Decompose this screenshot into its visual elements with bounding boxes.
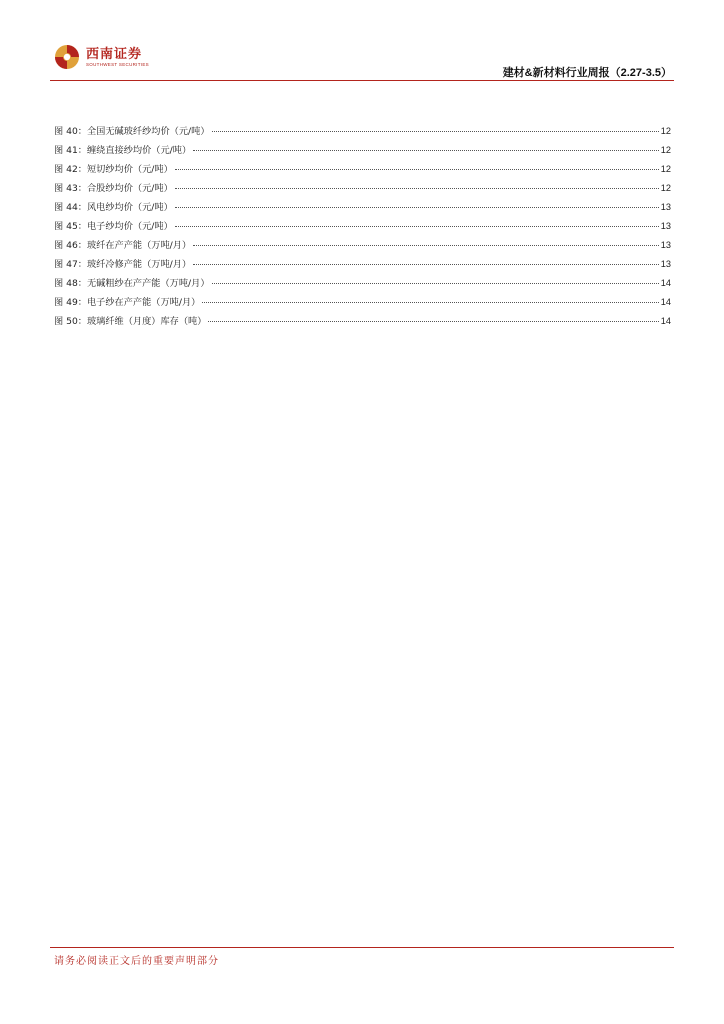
company-logo <box>54 44 149 70</box>
logo-english-name: SOUTHWEST SECURITIES <box>86 61 149 67</box>
toc-leader-dots <box>193 150 659 151</box>
toc-entry-label: 图 42：短切纱均价（元/吨） <box>54 164 173 175</box>
header-divider <box>50 80 674 81</box>
toc-entry[interactable] <box>54 179 671 198</box>
toc-entry-label: 图 49：电子纱在产产能（万吨/月） <box>54 297 201 308</box>
report-title: 建材&新材料行业周报（2.27-3.5） <box>502 67 672 79</box>
toc-entry[interactable] <box>54 160 671 179</box>
toc-entry[interactable] <box>54 236 671 255</box>
toc-entry[interactable] <box>54 274 671 293</box>
toc-entry-label: 图 47：玻纤冷修产能（万吨/月） <box>54 259 192 270</box>
toc-entry-label: 图 44：风电纱均价（元/吨） <box>54 202 173 213</box>
toc-leader-dots <box>175 207 659 208</box>
toc-entry[interactable] <box>54 255 671 274</box>
toc-entry-label: 图 48：无碱粗纱在产产能（万吨/月） <box>54 278 210 289</box>
toc-entry-page: 13 <box>660 240 671 250</box>
toc-entry-page: 13 <box>660 221 671 231</box>
toc-entry-label: 图 43：合股纱均价（元/吨） <box>54 183 173 194</box>
toc-entry-page: 14 <box>660 297 671 307</box>
toc-entry-page: 12 <box>660 183 671 193</box>
toc-entry-label: 图 45：电子纱均价（元/吨） <box>54 221 173 232</box>
toc-entry-page: 14 <box>660 278 671 288</box>
toc-leader-dots <box>175 188 659 189</box>
figure-list <box>54 122 671 331</box>
toc-leader-dots <box>175 169 659 170</box>
toc-entry-page: 12 <box>660 126 671 136</box>
toc-entry[interactable] <box>54 198 671 217</box>
toc-entry-page: 13 <box>660 202 671 212</box>
toc-leader-dots <box>193 264 659 265</box>
toc-entry[interactable] <box>54 122 671 141</box>
toc-leader-dots <box>212 131 659 132</box>
toc-leader-dots <box>193 245 659 246</box>
logo-chinese-name: 西南证券 <box>86 46 143 62</box>
toc-entry-page: 12 <box>660 164 671 174</box>
toc-entry[interactable] <box>54 217 671 236</box>
toc-entry[interactable] <box>54 293 671 312</box>
footer-disclaimer-note: 请务必阅读正文后的重要声明部分 <box>54 956 219 967</box>
toc-entry-page: 14 <box>660 316 671 326</box>
toc-leader-dots <box>212 283 659 284</box>
toc-entry-label: 图 46：玻纤在产产能（万吨/月） <box>54 240 192 251</box>
toc-entry-page: 12 <box>660 145 671 155</box>
toc-entry[interactable] <box>54 141 671 160</box>
footer-divider <box>50 947 674 948</box>
toc-entry-label: 图 41：缠绕直接纱均价（元/吨） <box>54 145 192 156</box>
toc-leader-dots <box>202 302 658 303</box>
toc-entry[interactable] <box>54 312 671 331</box>
toc-entry-label: 图 40：全国无碱玻纤纱均价（元/吨） <box>54 126 210 137</box>
toc-entry-label: 图 50：玻璃纤维（月度）库存（吨） <box>54 316 207 327</box>
logo-mark-icon <box>54 44 80 70</box>
toc-leader-dots <box>208 321 658 322</box>
toc-entry-page: 13 <box>660 259 671 269</box>
toc-leader-dots <box>175 226 659 227</box>
